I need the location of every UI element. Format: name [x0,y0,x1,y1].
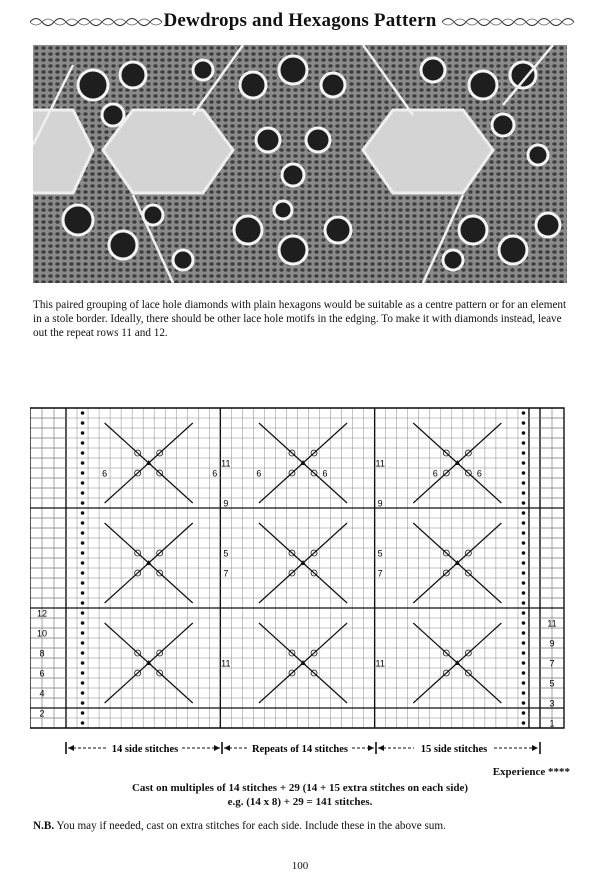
grid-cell [540,448,552,458]
decrease-mark [105,623,149,663]
bullet-mark [81,701,85,705]
grid-cell [42,498,54,508]
note-text: You may if needed, cast on extra stitches for each side. Include these in the above sum. [54,820,446,832]
decrease-mark [457,623,501,663]
grid-cell [552,508,564,518]
right-row-label: 7 [549,658,555,669]
decrease-mark [413,563,457,603]
bullet-mark [522,441,526,445]
decrease-mark [105,523,149,563]
bullet-mark [522,431,526,435]
grid-cell [552,558,564,568]
grid-cell [552,588,564,598]
grid-cell [30,498,42,508]
bullet-mark [81,411,85,415]
bullet-mark [522,631,526,635]
grid-cell [42,458,54,468]
grid-cell [30,488,42,498]
grid-cell [54,648,66,658]
chart-symbol-number: 7 [377,568,383,579]
grid-cell [30,418,42,428]
grid-cell [54,628,66,638]
bullet-mark [81,691,85,695]
grid-cell [540,428,552,438]
grid-cell [540,558,552,568]
grid-cell [42,468,54,478]
stitch-sections-bar [30,740,570,760]
chart-symbol-number: 9 [377,498,383,509]
grid-cell [30,528,42,538]
grid-cell [54,458,66,468]
grid-cell [54,528,66,538]
grid-cell [30,558,42,568]
bullet-mark [81,591,85,595]
grid-cell [552,628,564,638]
right-row-label: 1 [549,718,555,729]
bullet-mark [522,681,526,685]
decorative-scroll-right-icon [440,14,575,30]
grid-cell [30,718,42,728]
grid-cell [540,528,552,538]
grid-cell [30,518,42,528]
bullet-mark [81,481,85,485]
decrease-mark [105,563,149,603]
bullet-mark [522,511,526,515]
grid-cell [54,448,66,458]
bullet-mark [522,641,526,645]
grid-cell [54,508,66,518]
bullet-mark [81,431,85,435]
bullet-mark [522,611,526,615]
left-row-label: 6 [39,668,45,679]
note-label: N.B. [33,820,55,832]
grid-cell [30,598,42,608]
decrease-mark [149,423,193,463]
grid-cell [540,608,552,618]
bullet-mark [81,651,85,655]
decrease-mark [413,523,457,563]
bullet-mark [81,631,85,635]
decrease-mark [105,463,149,503]
chart-symbol-number: 5 [377,548,383,559]
bullet-mark [81,601,85,605]
right-row-label: 11 [547,618,557,629]
grid-cell [42,718,54,728]
left-row-label: 12 [36,608,48,619]
bullet-mark [81,491,85,495]
grid-cell [54,558,66,568]
left-row-label: 2 [39,708,45,719]
cast-on-line-1: Cast on multiples of 14 stitches + 29 (14 + 15 extra stitches on each side) [131,782,469,794]
grid-cell [30,538,42,548]
grid-cell [552,548,564,558]
grid-cell [540,628,552,638]
bullet-mark [81,511,85,515]
cast-on-instructions [0,781,600,809]
right-row-label: 5 [549,678,555,689]
right-row-label: 9 [549,638,555,649]
grid-cell [54,588,66,598]
grid-cell [54,618,66,628]
grid-cell [54,538,66,548]
decrease-mark [457,523,501,563]
decrease-mark [457,563,501,603]
grid-cell [54,498,66,508]
grid-cell [30,458,42,468]
decrease-mark [105,423,149,463]
bullet-mark [522,651,526,655]
grid-cell [540,408,552,418]
grid-cell [540,498,552,508]
decrease-mark [259,563,303,603]
bullet-mark [522,531,526,535]
grid-cell [54,548,66,558]
grid-cell [540,418,552,428]
cast-on-line-2: e.g. (14 x 8) + 29 = 141 stitches. [227,796,373,808]
bullet-mark [522,601,526,605]
decrease-mark [303,423,347,463]
grid-cell [54,478,66,488]
grid-cell [54,658,66,668]
decrease-mark [259,623,303,663]
grid-cell [540,668,552,678]
grid-cell [42,408,54,418]
grid-cell [30,638,42,648]
grid-cell [42,598,54,608]
grid-cell [30,448,42,458]
grid-cell [540,548,552,558]
bullet-mark [81,521,85,525]
grid-cell [540,598,552,608]
grid-cell [30,478,42,488]
grid-cell [552,438,564,448]
grid-cell [30,548,42,558]
grid-cell [552,468,564,478]
decrease-mark [149,623,193,663]
bullet-mark [522,541,526,545]
grid-cell [42,678,54,688]
grid-cell [552,408,564,418]
right-row-label: 3 [549,698,555,709]
decrease-mark [105,663,149,703]
grid-cell [42,518,54,528]
pattern-description: This paired grouping of lace hole diamonds with plain hexagons would be suitable as a centre pattern or for an element in a stole border. Ideally, there should be other lace hole motifs in the edging. To make it with diamonds instead, leave out the repeat rows 11 and 12. [33,299,567,339]
grid-cell [540,518,552,528]
grid-cell [552,498,564,508]
grid-cell [540,568,552,578]
decrease-mark [413,423,457,463]
note [33,820,446,832]
grid-cell [54,408,66,418]
grid-cell [54,518,66,528]
grid-cell [42,528,54,538]
left-row-label: 4 [39,688,45,699]
bullet-mark [81,661,85,665]
grid-cell [30,408,42,418]
decrease-mark [259,523,303,563]
bullet-mark [522,471,526,475]
experience-rating: Experience **** [492,766,570,778]
decrease-mark [149,523,193,563]
bullet-mark [522,521,526,525]
bullet-mark [522,691,526,695]
chart-symbol-number: 6 [322,468,328,479]
grid-cell [552,608,564,618]
grid-cell [54,598,66,608]
grid-cell [30,568,42,578]
grid-cell [54,698,66,708]
grid-cell [42,428,54,438]
bullet-mark [522,501,526,505]
grid-cell [54,668,66,678]
bullet-mark [522,661,526,665]
bullet-mark [81,441,85,445]
bullet-mark [81,641,85,645]
page-title: Dewdrops and Hexagons Pattern [163,10,437,31]
grid-cell [540,458,552,468]
grid-cell [540,538,552,548]
grid-cell [30,508,42,518]
bullet-mark [81,421,85,425]
bullet-mark [522,721,526,725]
grid-cell [42,418,54,428]
decrease-mark [457,423,501,463]
grid-cell [540,588,552,598]
bullet-mark [522,621,526,625]
decrease-mark [413,663,457,703]
decrease-mark [303,663,347,703]
section-label-right: 15 side stitches [420,744,488,755]
grid-cell [54,638,66,648]
grid-cell [540,708,552,718]
grid-cell [552,458,564,468]
bullet-mark [522,461,526,465]
chart-symbol-number: 7 [223,568,229,579]
section-label-repeat: Repeats of 14 stitches [252,744,348,755]
grid-cell [54,578,66,588]
grid-cell [552,418,564,428]
bullet-mark [522,561,526,565]
grid-cell [42,588,54,598]
bullet-mark [522,671,526,675]
grid-cell [552,518,564,528]
grid-cell [42,508,54,518]
grid-cell [42,558,54,568]
grid-cell [30,438,42,448]
chart-symbol-number: 11 [221,458,231,469]
grid-cell [54,568,66,578]
grid-cell [30,618,42,628]
bullet-mark [81,681,85,685]
bullet-mark [81,711,85,715]
chart-symbol-number: 11 [375,658,385,669]
grid-cell [540,508,552,518]
grid-cell [42,618,54,628]
grid-cell [30,698,42,708]
grid-cell [54,428,66,438]
grid-cell [42,698,54,708]
grid-cell [42,638,54,648]
bullet-mark [81,551,85,555]
bullet-mark [81,621,85,625]
decrease-mark [457,663,501,703]
decrease-mark [413,623,457,663]
bullet-mark [522,591,526,595]
bullet-mark [81,611,85,615]
bullet-mark [81,561,85,565]
grid-cell [540,688,552,698]
grid-cell [552,598,564,608]
decrease-mark [259,423,303,463]
grid-cell [552,448,564,458]
bullet-mark [522,581,526,585]
grid-cell [42,438,54,448]
grid-cell [552,538,564,548]
grid-cell [552,668,564,678]
decrease-mark [259,663,303,703]
grid-cell [42,568,54,578]
grid-cell [30,658,42,668]
chart-symbol-number: 11 [375,458,385,469]
left-row-label: 10 [36,628,48,639]
decrease-mark [259,463,303,503]
grid-cell [30,468,42,478]
grid-cell [30,588,42,598]
grid-cell [42,488,54,498]
chart-symbol-number: 6 [212,468,218,479]
grid-cell [552,578,564,588]
bullet-mark [81,451,85,455]
page-number: 100 [291,860,309,872]
grid-cell [42,448,54,458]
left-row-label: 8 [39,648,45,659]
section-label-left: 14 side stitches [111,744,179,755]
grid-cell [540,648,552,658]
chart-symbol-number: 6 [432,468,438,479]
grid-cell [54,608,66,618]
bullet-mark [522,491,526,495]
grid-cell [552,528,564,538]
bullet-mark [81,541,85,545]
grid-cell [552,488,564,498]
decrease-mark [303,623,347,663]
decrease-mark [149,563,193,603]
bullet-mark [522,421,526,425]
grid-cell [54,678,66,688]
grid-cell [552,648,564,658]
bullet-mark [522,551,526,555]
bullet-mark [81,671,85,675]
grid-cell [552,478,564,488]
bullet-mark [81,581,85,585]
bullet-mark [81,501,85,505]
grid-cell [540,478,552,488]
chart-symbol-number: 6 [476,468,482,479]
grid-cell [42,548,54,558]
chart-symbol-number: 11 [221,658,231,669]
grid-cell [540,578,552,588]
grid-cell [54,708,66,718]
grid-cell [540,438,552,448]
lace-swatch-photo [33,45,567,283]
decrease-mark [303,523,347,563]
decrease-mark [149,663,193,703]
grid-cell [30,578,42,588]
grid-cell [30,428,42,438]
decrease-mark [303,563,347,603]
bullet-mark [522,481,526,485]
grid-cell [54,418,66,428]
grid-cell [42,478,54,488]
knitting-chart [30,404,570,734]
grid-cell [42,538,54,548]
chart-symbol-number: 6 [256,468,262,479]
bullet-mark [522,711,526,715]
grid-cell [540,468,552,478]
chart-symbol-number: 9 [223,498,229,509]
grid-cell [552,428,564,438]
chart-symbol-number: 6 [102,468,108,479]
bullet-mark [81,721,85,725]
grid-cell [30,678,42,688]
bullet-mark [81,461,85,465]
grid-cell [42,578,54,588]
chart-symbol-number: 5 [223,548,229,559]
decrease-mark [149,463,193,503]
bullet-mark [81,571,85,575]
bullet-mark [522,451,526,455]
grid-cell [54,468,66,478]
grid-cell [552,688,564,698]
grid-cell [54,718,66,728]
bullet-mark [522,411,526,415]
grid-cell [54,438,66,448]
grid-cell [552,568,564,578]
bullet-mark [522,571,526,575]
grid-cell [552,708,564,718]
grid-cell [540,488,552,498]
bullet-mark [81,471,85,475]
bullet-mark [522,701,526,705]
bullet-mark [81,531,85,535]
grid-cell [54,688,66,698]
grid-cell [54,488,66,498]
grid-cell [42,658,54,668]
